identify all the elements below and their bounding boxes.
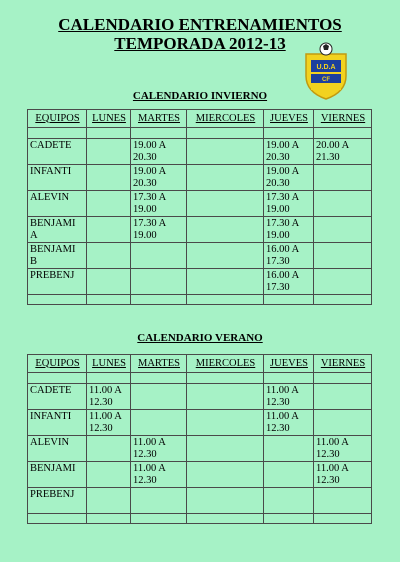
team-name-cell [28, 165, 87, 191]
schedule-cell [131, 488, 187, 514]
schedule-cell [131, 191, 187, 217]
empty-cell [314, 128, 372, 139]
column-header: EQUIPOS [28, 355, 87, 373]
column-header: MIERCOLES [187, 355, 264, 373]
team-name: INFANTI [30, 166, 72, 177]
time-range: 11.00 A 12.30 [89, 411, 122, 434]
summer-calendar-title: CALENDARIO VERANO [137, 332, 263, 344]
empty-cell [264, 514, 314, 524]
schedule-cell [131, 139, 187, 165]
team-name-cell [28, 488, 87, 514]
schedule-cell [87, 462, 131, 488]
time-range: 19.00 A 20.30 [133, 166, 167, 189]
time-range: 11.00 A 12.30 [89, 385, 122, 408]
schedule-cell [314, 217, 372, 243]
schedule-cell [187, 488, 264, 514]
team-name: ALEVIN [30, 192, 70, 203]
schedule-cell [314, 462, 372, 488]
summer-schedule-table [27, 354, 372, 524]
schedule-cell [314, 410, 372, 436]
time-range: 19.00 A 20.30 [266, 166, 300, 189]
schedule-cell [87, 243, 131, 269]
schedule-cell [264, 139, 314, 165]
team-name-cell [28, 384, 87, 410]
team-name: INFANTI [30, 411, 72, 422]
time-range: 11.00 A 12.30 [316, 437, 349, 460]
schedule-cell [87, 410, 131, 436]
empty-cell [87, 295, 131, 305]
schedule-cell [264, 269, 314, 295]
empty-cell [264, 373, 314, 384]
time-range: 17.30 A 19.00 [133, 192, 167, 215]
empty-cell [87, 128, 131, 139]
winter-schedule-table [27, 109, 372, 305]
team-name-cell [28, 436, 87, 462]
column-header: LUNES [87, 110, 131, 128]
schedule-cell [264, 165, 314, 191]
team-name: CADETE [30, 385, 72, 396]
time-range: 11.00 A 12.30 [133, 437, 166, 460]
schedule-cell [187, 243, 264, 269]
time-range: 20.00 A 21.30 [316, 140, 350, 163]
schedule-cell [87, 139, 131, 165]
empty-cell [28, 295, 87, 305]
table-row [28, 191, 372, 217]
table-row [28, 436, 372, 462]
time-range: 17.30 A 19.00 [266, 192, 300, 215]
schedule-cell [131, 243, 187, 269]
time-range: 11.00 A 12.30 [133, 463, 166, 486]
table-row [28, 410, 372, 436]
time-range: 11.00 A 12.30 [266, 385, 299, 408]
team-name-cell [28, 139, 87, 165]
crest-cf: CF [322, 77, 330, 83]
column-header: JUEVES [264, 110, 314, 128]
column-header: JUEVES [264, 355, 314, 373]
empty-cell [131, 128, 187, 139]
table-header-row [28, 355, 372, 373]
season-subtitle: TEMPORADA 2012-13 [114, 34, 286, 53]
page-title: CALENDARIO ENTRENAMIENTOS [58, 15, 342, 34]
schedule-cell [314, 139, 372, 165]
time-range: 17.30 A 19.00 [133, 218, 167, 241]
table-row [28, 243, 372, 269]
empty-cell [28, 128, 87, 139]
schedule-cell [314, 269, 372, 295]
column-header: VIERNES [314, 110, 372, 128]
empty-cell [28, 514, 87, 524]
schedule-cell [314, 243, 372, 269]
winter-calendar-title: CALENDARIO INVIERNO [132, 90, 268, 102]
empty-row [28, 514, 372, 524]
column-header: VIERNES [314, 355, 372, 373]
empty-cell [264, 295, 314, 305]
table-header-row [28, 110, 372, 128]
schedule-cell [87, 269, 131, 295]
team-name: PREBENJ [30, 270, 75, 281]
table-row [28, 217, 372, 243]
empty-cell [264, 128, 314, 139]
column-header: MIERCOLES [187, 110, 264, 128]
schedule-cell [314, 488, 372, 514]
time-range: 11.00 A 12.30 [316, 463, 349, 486]
schedule-cell [131, 410, 187, 436]
schedule-cell [87, 217, 131, 243]
schedule-cell [131, 217, 187, 243]
time-range: 19.00 A 20.30 [266, 140, 300, 163]
team-name-cell [28, 191, 87, 217]
schedule-cell [87, 165, 131, 191]
schedule-cell [187, 217, 264, 243]
team-name: ALEVIN [30, 437, 70, 448]
empty-cell [314, 295, 372, 305]
empty-cell [131, 295, 187, 305]
table-row [28, 139, 372, 165]
schedule-cell [314, 165, 372, 191]
time-range: 16.00 A 17.30 [266, 244, 300, 267]
schedule-cell [131, 165, 187, 191]
empty-row [28, 295, 372, 305]
schedule-cell [131, 269, 187, 295]
empty-cell [187, 295, 264, 305]
spacer-row [28, 373, 372, 384]
crest-initials: U.D.A [316, 64, 336, 71]
time-range: 19.00 A 20.30 [133, 140, 167, 163]
schedule-cell [264, 488, 314, 514]
table-row [28, 488, 372, 514]
schedule-cell [264, 191, 314, 217]
time-range: 11.00 A 12.30 [266, 411, 299, 434]
schedule-cell [187, 384, 264, 410]
spacer-row [28, 128, 372, 139]
team-name-cell [28, 217, 87, 243]
schedule-cell [264, 436, 314, 462]
team-name-cell [28, 243, 87, 269]
schedule-cell [187, 165, 264, 191]
team-name-cell [28, 462, 87, 488]
empty-cell [28, 373, 87, 384]
empty-cell [131, 373, 187, 384]
schedule-cell [187, 269, 264, 295]
table-row [28, 165, 372, 191]
schedule-cell [187, 191, 264, 217]
schedule-cell [264, 384, 314, 410]
empty-cell [187, 128, 264, 139]
schedule-cell [264, 410, 314, 436]
team-name: PREBENJ [30, 489, 75, 500]
empty-cell [131, 514, 187, 524]
empty-cell [314, 373, 372, 384]
column-header: MARTES [131, 355, 187, 373]
empty-cell [187, 514, 264, 524]
table-row [28, 269, 372, 295]
schedule-cell [87, 191, 131, 217]
team-name: CADETE [30, 140, 72, 151]
schedule-cell [187, 462, 264, 488]
schedule-cell [87, 384, 131, 410]
column-header: LUNES [87, 355, 131, 373]
empty-cell [187, 373, 264, 384]
table-row [28, 462, 372, 488]
team-name: BENJAMI [30, 463, 76, 474]
team-name: BENJAMI A [30, 218, 76, 241]
team-name-cell [28, 269, 87, 295]
schedule-cell [131, 436, 187, 462]
schedule-cell [264, 462, 314, 488]
empty-cell [87, 373, 131, 384]
column-header: EQUIPOS [28, 110, 87, 128]
schedule-cell [314, 436, 372, 462]
empty-cell [314, 514, 372, 524]
schedule-cell [87, 436, 131, 462]
schedule-cell [87, 488, 131, 514]
time-range: 17.30 A 19.00 [266, 218, 300, 241]
schedule-cell [314, 384, 372, 410]
schedule-cell [187, 436, 264, 462]
schedule-cell [187, 410, 264, 436]
empty-cell [87, 514, 131, 524]
table-row [28, 384, 372, 410]
schedule-cell [264, 217, 314, 243]
time-range: 16.00 A 17.30 [266, 270, 300, 293]
schedule-cell [187, 139, 264, 165]
column-header: MARTES [131, 110, 187, 128]
schedule-cell [131, 384, 187, 410]
team-name: BENJAMI B [30, 244, 76, 267]
schedule-cell [314, 191, 372, 217]
team-name-cell [28, 410, 87, 436]
schedule-cell [131, 462, 187, 488]
schedule-cell [264, 243, 314, 269]
